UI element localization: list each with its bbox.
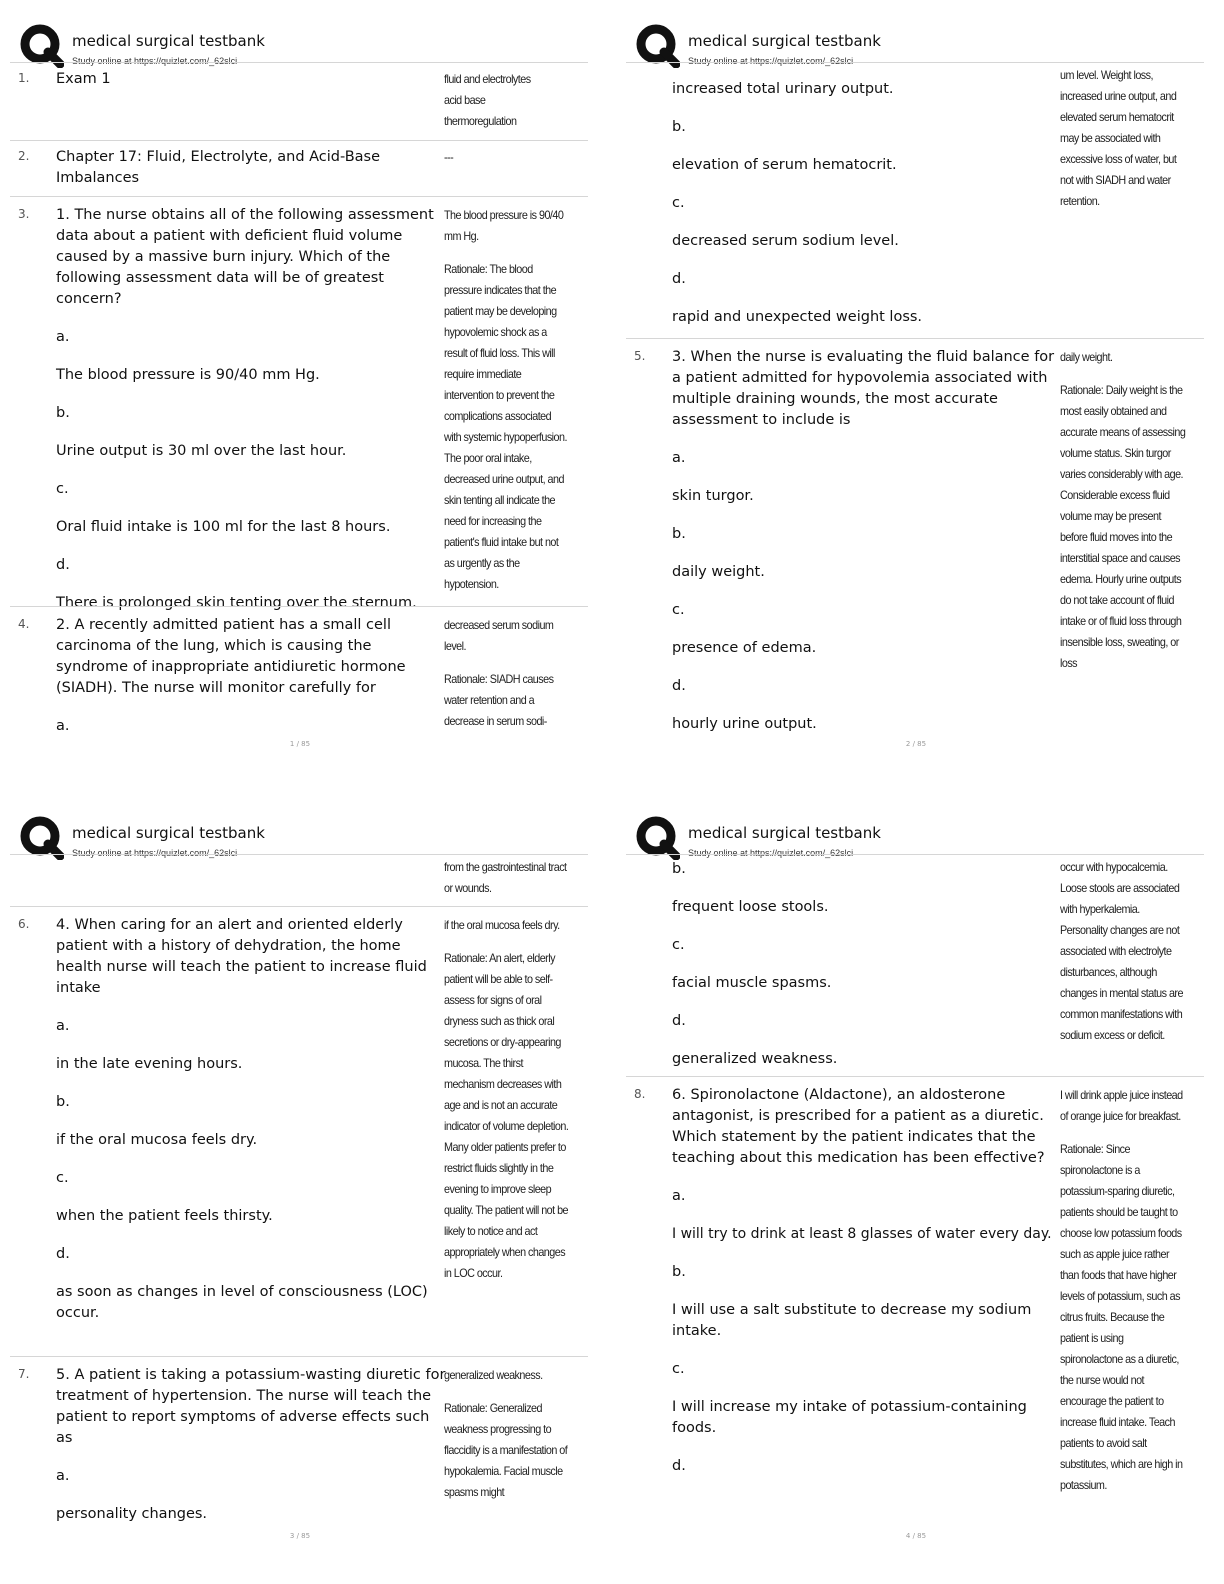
rationale: Rationale: An alert, elderly patient will be able to self-assess for signs of oral dryness such as thick oral secretions or dry-appearing mucosa. The thirst mechanism decreases with age and is not an accurate indicator of volume depletion. Many older patients prefer to restrict fluids slightly in the evening to improve sleep quality. The patient will not be likely to notice and act appropriately when changes in LOC occur. bbox=[444, 951, 569, 1280]
page-number: 1 / 85 bbox=[289, 740, 311, 748]
set-title[interactable]: medical surgical testbank bbox=[688, 824, 881, 842]
question-text: 2. A recently admitted patient has a small cell carcinoma of the lung, which is causing the syndrome of inappropriate antidiuretic hormone (SIADH). The nurse will monitor carefully for bbox=[56, 617, 406, 696]
table-row bbox=[10, 140, 588, 197]
rationale: Rationale: Daily weight is the most easily obtained and accurate means of assessing volume status. Skin turgor varies considerably with age. Considerable excess fluid volume may be present before fluid moves into the interstitial space and causes edema. Hourly urine outputs do not take account of fluid intake or of fluid loss through insensible loss, sweating, or loss bbox=[1060, 383, 1186, 670]
definition bbox=[444, 615, 570, 737]
option-letter: c. bbox=[672, 602, 685, 618]
page-3 bbox=[10, 802, 610, 1582]
study-link[interactable]: Study online at https://quizlet.com/_62slci bbox=[688, 848, 854, 858]
definition bbox=[444, 205, 570, 607]
definition-continued: from the gastrointestinal tract or wounds. bbox=[444, 860, 567, 895]
table-row bbox=[10, 1356, 588, 1529]
definition-continued: um level. Weight loss, increased urine output, and elevated serum hematocrit may be associated with excessive loss of water, but not with SIADH and water retention. bbox=[1060, 68, 1177, 208]
table-row bbox=[626, 338, 1204, 739]
option-letter: b. bbox=[56, 405, 70, 421]
rationale: Rationale: Generalized weakness progressing to flaccidity is a manifestation of hypokalemia. Facial muscle spasms might bbox=[444, 1401, 568, 1499]
study-link[interactable]: Study online at https://quizlet.com/_62slci bbox=[688, 56, 854, 66]
option-text: I will try to drink at least 8 glasses of water every day. bbox=[672, 1226, 1052, 1242]
row-number: 8. bbox=[634, 1087, 646, 1101]
page-header bbox=[16, 20, 606, 68]
option-text: decreased serum sodium level. bbox=[672, 233, 899, 249]
option-letter: c. bbox=[672, 937, 685, 953]
rationale: Rationale: Since spironolactone is a potassium-sparing diuretic, patients should be taught to choose low potassium foods such as apple juice rather than foods that have higher levels of potassium, such as citrus fruits. Because the patient is using spironolactone as a diuretic, the nurse would not encourage the patient to increase fluid intake. Teach patients to avoid salt substitutes, which are high in potassium. bbox=[1060, 1142, 1183, 1492]
answer: decreased serum sodium level. bbox=[444, 618, 554, 653]
term bbox=[56, 205, 446, 631]
option-letter: b. bbox=[672, 119, 686, 135]
option-letter: c. bbox=[672, 1361, 685, 1377]
option-text: frequent loose stools. bbox=[672, 899, 829, 915]
question-text: 1. The nurse obtains all of the following assessment data about a patient with deficient fluid volume caused by a massive burn injury. Which of the following assessment data will be of greatest concern? bbox=[56, 207, 434, 307]
option-letter: a. bbox=[56, 1468, 70, 1484]
table-row bbox=[10, 906, 588, 1357]
answer: The blood pressure is 90/40 mm Hg. bbox=[444, 208, 564, 243]
option-text: personality changes. bbox=[56, 1506, 208, 1522]
answer: generalized weakness. bbox=[444, 1368, 543, 1382]
option-letter: c. bbox=[56, 1170, 69, 1186]
table-row bbox=[626, 62, 1204, 339]
term bbox=[56, 1365, 446, 1529]
term bbox=[672, 347, 1062, 752]
option-text: There is prolonged skin tenting over the sternum. bbox=[56, 595, 417, 611]
term-continued bbox=[672, 79, 1062, 345]
option-text: generalized weakness. bbox=[672, 1051, 838, 1067]
rationale: Rationale: The blood pressure indicates that the patient may be developing hypovolemic shock as a result of fluid loss. This will require immediate intervention to prevent the complications associated with systemic hypoperfusion. The poor oral intake, decreased urine output, and skin tenting all indicate the need for increasing the patient's fluid intake but not as urgently as the hypotension. bbox=[444, 262, 567, 591]
row-number: 4. bbox=[18, 617, 30, 631]
option-letter: b. bbox=[672, 526, 686, 542]
table-row bbox=[10, 196, 588, 611]
option-letter: d. bbox=[672, 1458, 686, 1474]
option-text: when the patient feels thirsty. bbox=[56, 1208, 273, 1224]
option-letter: d. bbox=[56, 557, 70, 573]
table-row bbox=[10, 606, 588, 737]
question-text: 3. When the nurse is evaluating the fluid balance for a patient admitted for hypovolemia associated with multiple draining wounds, the most accurate assessment to include is bbox=[672, 349, 1055, 428]
option-text: Oral fluid intake is 100 ml for the last 8 hours. bbox=[56, 519, 391, 535]
definition: --- bbox=[444, 150, 454, 164]
option-letter: b. bbox=[672, 1264, 686, 1280]
option-text: rapid and unexpected weight loss. bbox=[672, 309, 923, 325]
option-text: The blood pressure is 90/40 mm Hg. bbox=[56, 367, 320, 383]
option-letter: d. bbox=[672, 678, 686, 694]
definition bbox=[1060, 1085, 1186, 1508]
rationale: Rationale: SIADH causes water retention and a decrease in serum sodi- bbox=[444, 672, 554, 728]
option-letter: b. bbox=[56, 1094, 70, 1110]
page-header bbox=[632, 812, 1222, 860]
option-text: daily weight. bbox=[672, 564, 765, 580]
term: Exam 1 bbox=[56, 71, 111, 87]
option-letter: a. bbox=[672, 1188, 686, 1204]
option-letter: a. bbox=[56, 1018, 70, 1034]
option-text: increased total urinary output. bbox=[672, 81, 894, 97]
option-letter: a. bbox=[56, 329, 70, 345]
answer: daily weight. bbox=[1060, 350, 1113, 364]
option-letter: c. bbox=[56, 481, 69, 497]
set-title[interactable]: medical surgical testbank bbox=[688, 32, 881, 50]
page-2 bbox=[626, 10, 1224, 790]
set-title[interactable]: medical surgical testbank bbox=[72, 824, 265, 842]
table-row bbox=[626, 854, 1204, 1077]
study-link[interactable]: Study online at https://quizlet.com/_62slci bbox=[72, 56, 238, 66]
definition: fluid and electrolytes acid base thermoregulation bbox=[444, 72, 531, 128]
question-text: 6. Spironolactone (Aldactone), an aldosterone antagonist, is prescribed for a patient as a diuretic. Which statement by the patient indicates that the teaching about this medication has been effective? bbox=[672, 1087, 1045, 1166]
option-letter: d. bbox=[672, 271, 686, 287]
option-text: as soon as changes in level of consciousness (LOC) occur. bbox=[56, 1284, 428, 1321]
set-title[interactable]: medical surgical testbank bbox=[72, 32, 265, 50]
option-letter: c. bbox=[672, 195, 685, 211]
page-number: 2 / 85 bbox=[905, 740, 927, 748]
page-4 bbox=[626, 802, 1224, 1582]
term bbox=[672, 1085, 1072, 1494]
option-letter: d. bbox=[56, 1246, 70, 1262]
option-text: in the late evening hours. bbox=[56, 1056, 243, 1072]
table-row bbox=[10, 854, 588, 907]
question-text: 5. A patient is taking a potassium-wasting diuretic for treatment of hypertension. The nurse will teach the patient to report symptoms of adverse effects such as bbox=[56, 1367, 446, 1446]
definition bbox=[444, 915, 570, 1296]
row-number: 6. bbox=[18, 917, 30, 931]
option-text: if the oral mucosa feels dry. bbox=[56, 1132, 258, 1148]
option-text: I will increase my intake of potassium-containing foods. bbox=[672, 1399, 1027, 1436]
term-continued bbox=[672, 859, 1062, 1087]
table-row bbox=[626, 1076, 1204, 1535]
term bbox=[56, 915, 446, 1324]
option-letter: b. bbox=[672, 861, 686, 877]
option-text: skin turgor. bbox=[672, 488, 754, 504]
page-header bbox=[632, 20, 1222, 68]
option-text: presence of edema. bbox=[672, 640, 817, 656]
page-header bbox=[16, 812, 606, 860]
row-number: 7. bbox=[18, 1367, 30, 1381]
term: Chapter 17: Fluid, Electrolyte, and Acid-Base Imbalances bbox=[56, 149, 381, 186]
row-number: 1. bbox=[18, 71, 30, 85]
question-text: 4. When caring for an alert and oriented elderly patient with a history of dehydration, the home health nurse will teach the patient to increase fluid intake bbox=[56, 917, 427, 996]
row-number: 5. bbox=[634, 349, 646, 363]
option-text: elevation of serum hematocrit. bbox=[672, 157, 897, 173]
definition bbox=[1060, 347, 1186, 686]
table-row bbox=[10, 62, 588, 141]
option-text: hourly urine output. bbox=[672, 716, 817, 732]
option-letter: a. bbox=[672, 450, 686, 466]
option-letter: a. bbox=[56, 718, 70, 734]
definition bbox=[444, 1365, 570, 1515]
option-text: facial muscle spasms. bbox=[672, 975, 832, 991]
term bbox=[56, 615, 446, 737]
row-number: 2. bbox=[18, 149, 30, 163]
definition-continued: occur with hypocalcemia. Loose stools are associated with hyperkalemia. Personality changes are not associated with electrolyte disturbances, although changes in mental status are common manifestations with sodium excess or deficit. bbox=[1060, 860, 1183, 1042]
option-text: I will use a salt substitute to decrease my sodium intake. bbox=[672, 1302, 1032, 1339]
page-number: 3 / 85 bbox=[289, 1532, 311, 1540]
page-number: 4 / 85 bbox=[905, 1532, 927, 1540]
option-letter: d. bbox=[672, 1013, 686, 1029]
page-1 bbox=[10, 10, 610, 790]
answer: I will drink apple juice instead of orange juice for breakfast. bbox=[1060, 1088, 1183, 1123]
row-number: 3. bbox=[18, 207, 30, 221]
study-link[interactable]: Study online at https://quizlet.com/_62slci bbox=[72, 848, 238, 858]
option-text: Urine output is 30 ml over the last hour. bbox=[56, 443, 347, 459]
answer: if the oral mucosa feels dry. bbox=[444, 918, 560, 932]
